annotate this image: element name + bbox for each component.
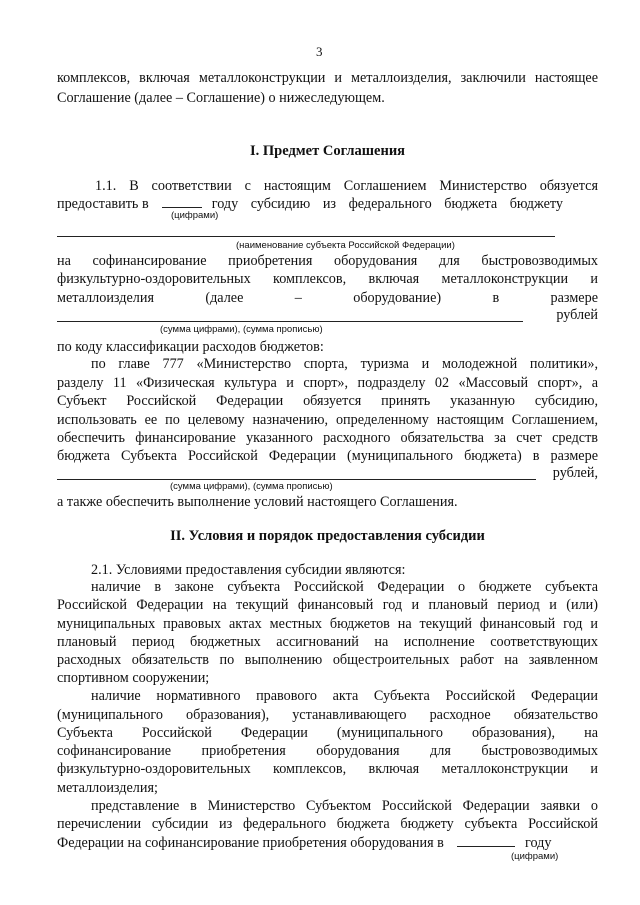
- s1-p2-line-2: разделу 11 «Физическая культура и спорт», подразделу 02 «Массовый спорт», а: [57, 375, 598, 391]
- s1-p1-line-4: физкультурно-оздоровительных комплексов, включая металлоконструкции и: [57, 271, 598, 287]
- s2-b-line-5: физкультурно-оздоровительных комплексов, включая металлоконструкции и: [57, 761, 598, 777]
- s2-c-line-2: перечислении субсидии из федерального бюджета бюджету субъекта Российской: [57, 816, 598, 832]
- s2-c-line-3: [57, 834, 598, 851]
- s1-p2-line-7-tail: рублей,: [552, 465, 598, 481]
- intro-line-1: комплексов, включая металлоконструкции и металлоизделия, заключили настоящее: [57, 70, 598, 86]
- s1-p1-line-1: 1.1. В соответствии с настоящим Соглашением Министерство обязуется: [95, 178, 598, 194]
- s2-b-line-2: (муниципального образования), устанавливающего расходное обязательство: [57, 707, 598, 723]
- s2-a-line-5: расходных обязательств по выполнению общестроительных работ на заявленном: [57, 652, 598, 668]
- s1-p2-line-4: использовать ее по целевому назначению, определенному настоящим Соглашением,: [57, 412, 598, 428]
- s1-p1-line-3: на софинансирование приобретения оборудования для быстровозводимых: [57, 253, 598, 269]
- section-1-heading: I. Предмет Соглашения: [249, 143, 406, 159]
- s2-b-line-3: Субъекта Российской Федерации (муниципального образования), на: [57, 725, 598, 741]
- s2-p1: 2.1. Условиями предоставления субсидии являются:: [91, 562, 406, 578]
- page-number: 3: [316, 44, 323, 59]
- s1-p1-line-2: [57, 195, 598, 212]
- s1-p1-line-5: металлоизделия (далее – оборудование) в размере: [57, 290, 598, 306]
- hint-sum-1: (сумма цифрами), (сумма прописью): [160, 324, 323, 335]
- s2-a-line-4: плановый период бюджетных ассигнований на исполнение соответствующих: [57, 634, 598, 650]
- s2-c-line-3a: Федерации на софинансирование приобретения оборудования в: [57, 835, 444, 851]
- s1-p1-line-7: по коду классификации расходов бюджетов:: [57, 339, 324, 355]
- s1-p2-line-6: бюджета Субъекта Российской Федерации (муниципального бюджета) в размере: [57, 448, 598, 464]
- s2-a-line-3: муниципальных правовых актах местных бюджетов на текущий финансовый год и: [57, 616, 598, 632]
- hint-year: (цифрами): [171, 210, 219, 221]
- year-blank: [162, 195, 202, 208]
- s1-p2-line-1: по главе 777 «Министерство спорта, туризма и молодежной политики»,: [91, 356, 598, 372]
- s1-p2-line-3: Субъект Российской Федерации обязуется принять указанную субсидию,: [57, 393, 598, 409]
- s1-p2-line-8: а также обеспечить выполнение условий настоящего Соглашения.: [57, 494, 458, 510]
- sum-blank-1: [57, 321, 523, 322]
- s2-c-line-3b: году: [524, 835, 552, 851]
- year-blank-2: [457, 834, 515, 847]
- s1-p1-line-2a: предоставить в: [57, 196, 149, 212]
- s1-p1-line-2b: году субсидию из федерального бюджета бюджету: [211, 196, 564, 212]
- subject-name-blank: [57, 236, 555, 237]
- hint-sum-2: (сумма цифрами), (сумма прописью): [170, 481, 333, 492]
- sum-blank-2: [57, 479, 536, 480]
- s2-b-line-6: металлоизделия;: [57, 780, 158, 796]
- s1-p2-line-5: обеспечить финансирование указанного расходного обязательства за счет средств: [57, 430, 598, 446]
- s2-b-line-4: софинансирование приобретения оборудования для быстровозводимых: [57, 743, 598, 759]
- s2-b-line-1: наличие нормативного правового акта Субъекта Российской Федерации: [91, 688, 598, 704]
- s2-a-line-2: Российской Федерации на текущий финансовый год и плановый период и (или): [57, 597, 598, 613]
- intro-line-2: Соглашение (далее – Соглашение) о нижеследующем.: [57, 90, 385, 106]
- s2-a-line-6: спортивном сооружении;: [57, 670, 210, 686]
- hint-year-2: (цифрами): [511, 851, 559, 862]
- s1-p1-line-6-tail: рублей: [556, 307, 598, 323]
- hint-subject: (наименование субъекта Российской Федерации): [236, 240, 455, 251]
- section-2-heading: II. Условия и порядок предоставления субсидии: [170, 528, 485, 544]
- s2-a-line-1: наличие в законе субъекта Российской Федерации о бюджете субъекта: [91, 579, 598, 595]
- s2-c-line-1: представление в Министерство Субъектом Российской Федерации заявки о: [91, 798, 598, 814]
